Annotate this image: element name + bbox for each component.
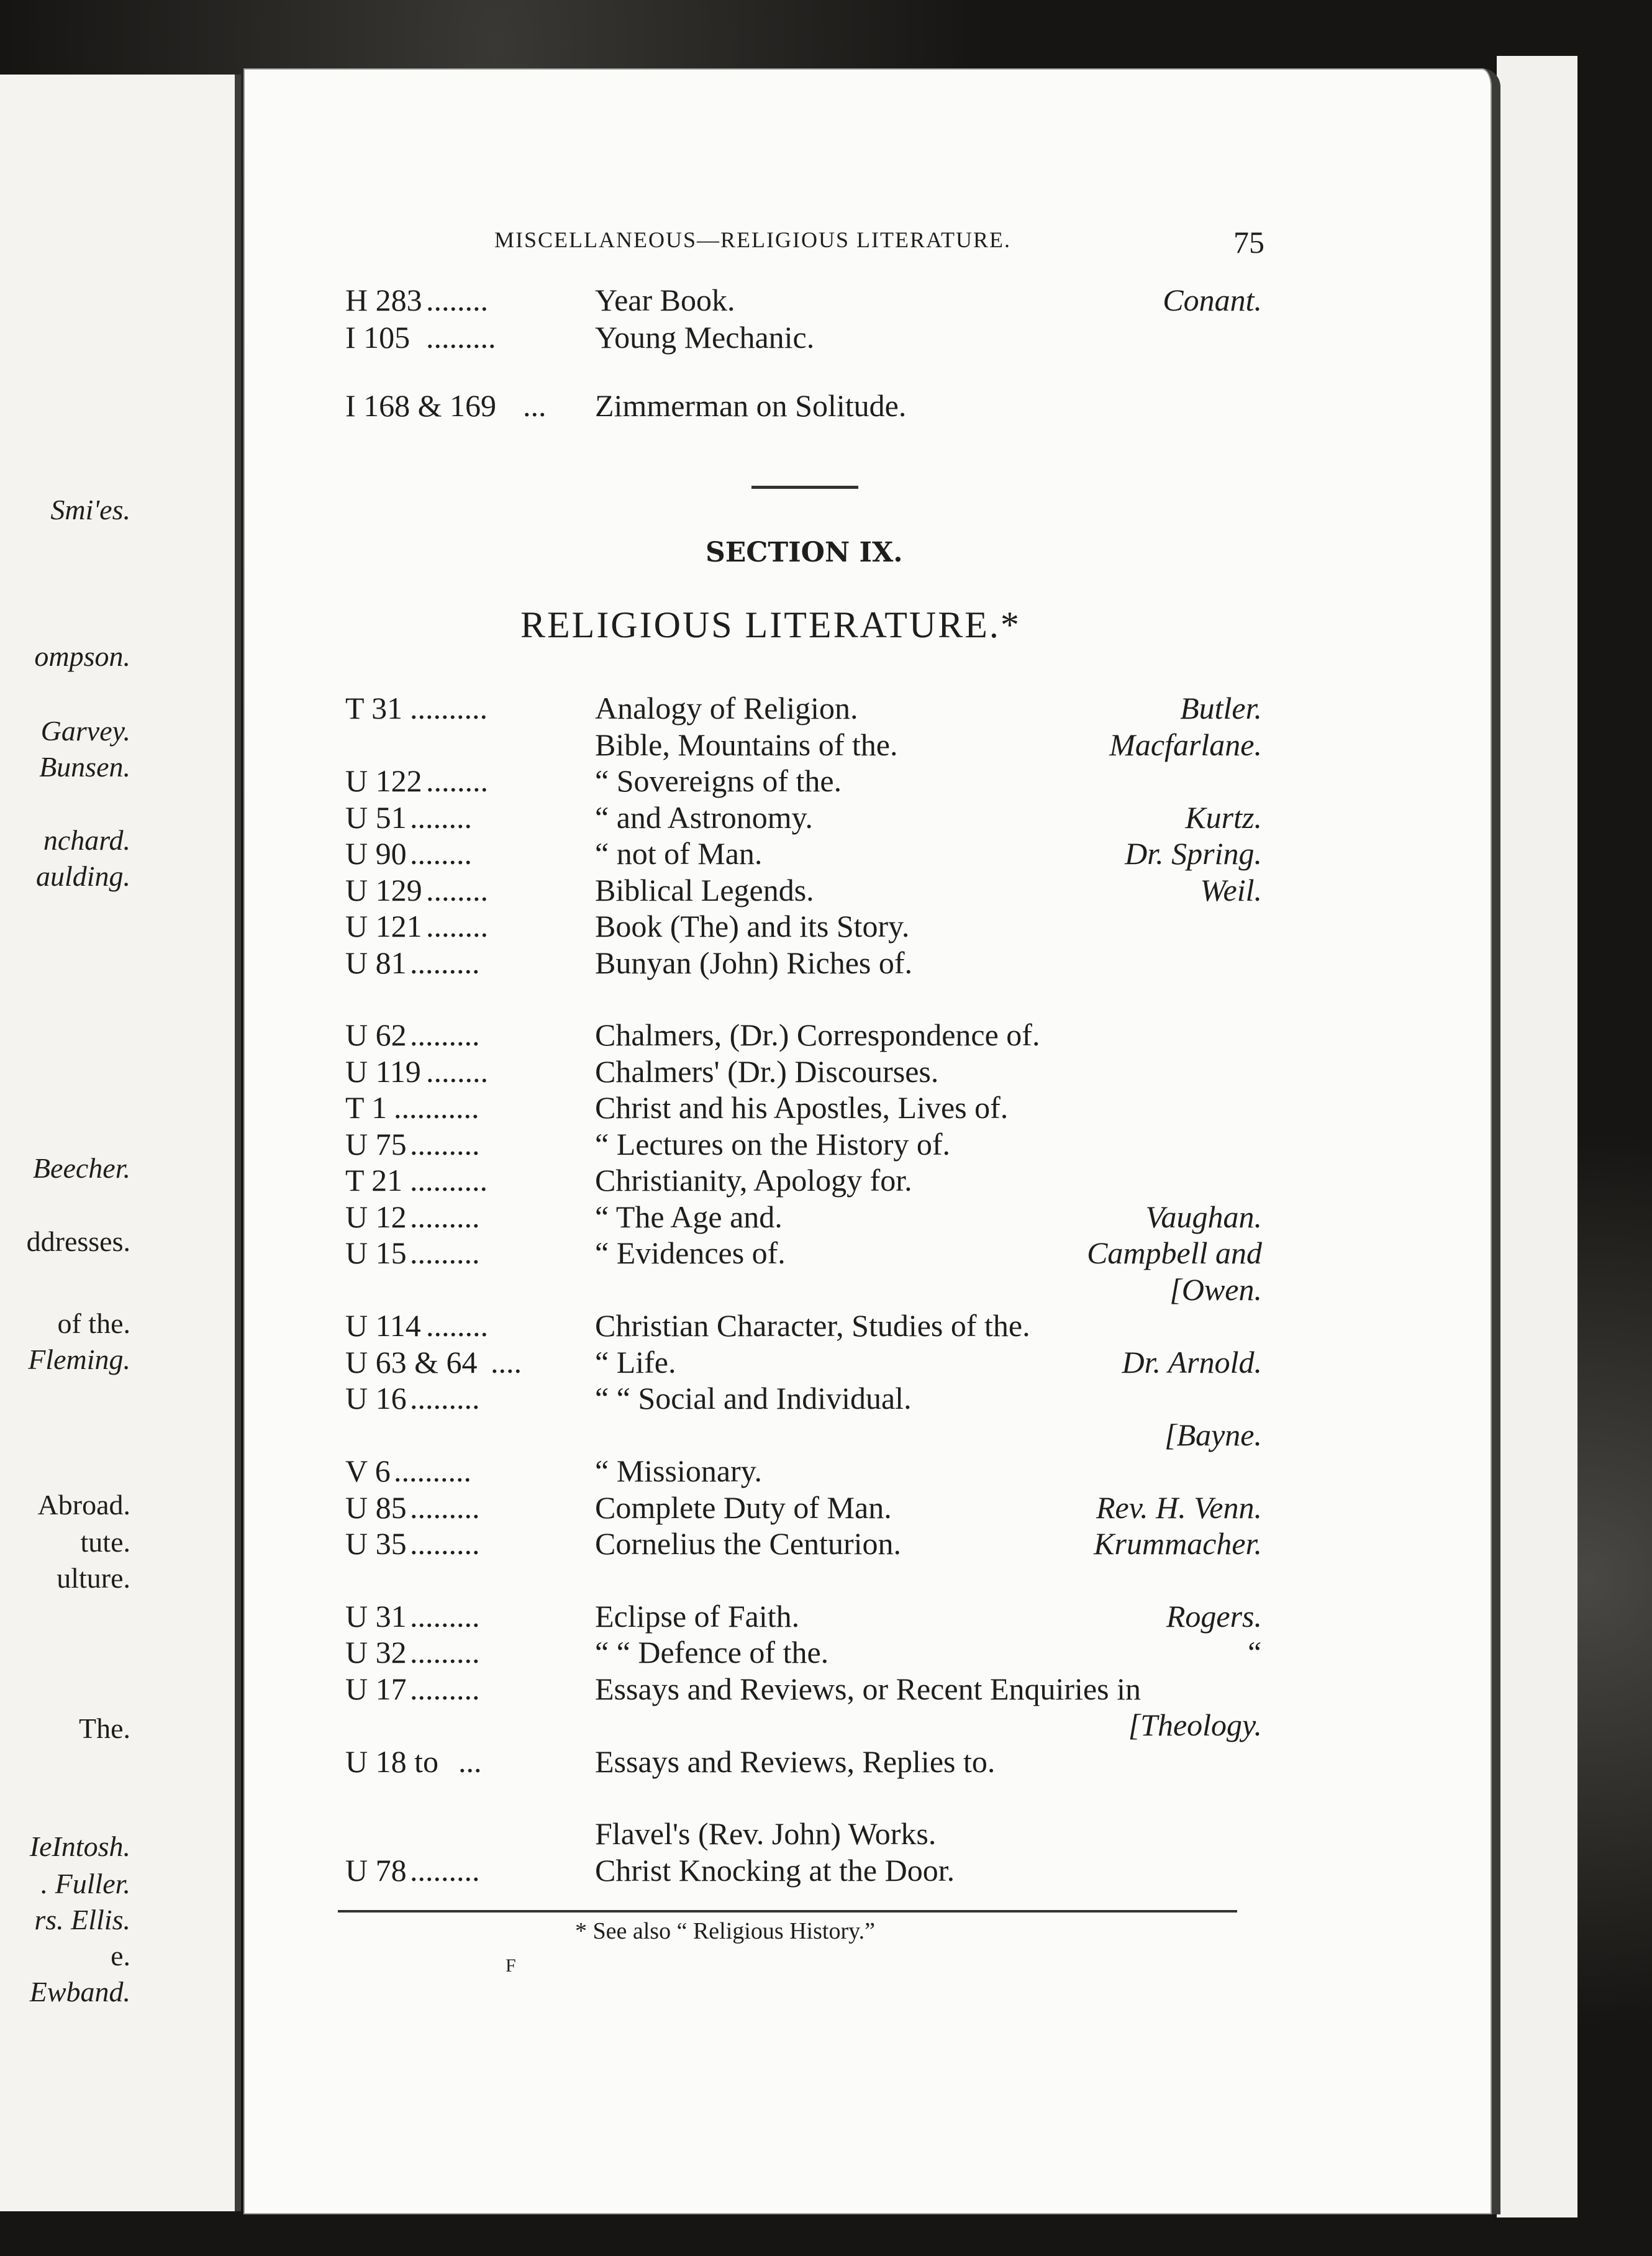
entry-reference: H 283 (345, 283, 422, 317)
entry-leader: ......... (410, 1381, 480, 1416)
entry-title: “ “ Social and Individual. (595, 1381, 912, 1416)
entry-author: “ (1245, 1635, 1262, 1670)
entry-title: Essays and Reviews, or Recent Enquiries in (595, 1671, 1141, 1706)
entry-author: Vaughan. (1145, 1199, 1262, 1234)
entry-reference: U 75 (345, 1126, 407, 1162)
entry-author: [Bayne. (1164, 1417, 1262, 1452)
entry-title: Biblical Legends. (595, 872, 814, 907)
left-fragment: ompson. (34, 640, 130, 672)
entry-author: [Theology. (1128, 1708, 1262, 1742)
left-fragment: nchard. (43, 824, 130, 856)
left-fragment: Abroad. (37, 1489, 130, 1521)
entry-reference: U 51 (345, 799, 407, 835)
entry-author: Rogers. (1166, 1598, 1262, 1634)
entry-reference: U 63 & 64 (345, 1344, 478, 1380)
entry-reference: U 122 (345, 763, 422, 798)
left-fragment: Bunsen. (39, 751, 130, 783)
left-fragment: The. (78, 1712, 130, 1744)
entry-title: “ Missionary. (595, 1453, 762, 1488)
entry-leader: .......... (394, 1453, 471, 1488)
left-fragment: ulture. (57, 1562, 130, 1594)
entry-leader: ........ (426, 283, 488, 317)
entry-author: Krummacher. (1094, 1526, 1262, 1561)
entry-reference: U 81 (345, 945, 407, 980)
entry-leader: ........ (426, 872, 488, 907)
entry-reference: U 78 (345, 1852, 407, 1888)
entry-title: Essays and Reviews, Replies to. (595, 1744, 996, 1779)
entry-reference: U 15 (345, 1235, 407, 1270)
left-fragment: Smi'es. (50, 494, 130, 525)
page-edge-strip (1497, 56, 1577, 2217)
entry-leader: ......... (410, 1199, 480, 1234)
entry-title: Chalmers' (Dr.) Discourses. (595, 1053, 939, 1089)
entry-leader: .... (491, 1344, 522, 1380)
entry-reference: V 6 (345, 1453, 391, 1488)
entry-leader: ........ (426, 1308, 488, 1343)
entry-title: Bunyan (John) Riches of. (595, 945, 913, 980)
entry-title: Christian Character, Studies of the. (595, 1308, 1030, 1343)
signature-mark: F (506, 1955, 516, 1976)
entry-leader: ......... (410, 945, 480, 980)
entry-reference: U 17 (345, 1671, 407, 1706)
entry-title: Analogy of Religion. (595, 691, 858, 725)
entry-author: Kurtz. (1185, 799, 1262, 835)
entry-title: Christ and his Apostles, Lives of. (595, 1090, 1009, 1125)
left-fragment: aulding. (35, 860, 130, 892)
entry-reference: U 32 (345, 1635, 407, 1670)
left-fragment: Beecher. (32, 1152, 130, 1184)
entry-leader: ......... (410, 1017, 480, 1052)
entry-reference: U 62 (345, 1017, 407, 1052)
entry-leader: ........ (410, 799, 472, 835)
entry-leader: ......... (410, 1598, 480, 1634)
left-fragment: Ewband. (29, 1976, 130, 2008)
entry-leader: ........ (426, 763, 488, 798)
entry-leader: ......... (410, 1852, 480, 1888)
left-fragment: Garvey. (40, 715, 130, 747)
left-fragment: IeIntosh. (29, 1831, 130, 1862)
entry-leader: ......... (410, 1526, 480, 1561)
left-fragment: Fleming. (28, 1344, 130, 1375)
section-number: SECTION IX. (706, 537, 903, 568)
entry-title: Year Book. (595, 283, 735, 317)
section-title: RELIGIOUS LITERATURE.* (520, 604, 1021, 645)
entry-author: Weil. (1200, 872, 1262, 907)
entry-author: [Owen. (1169, 1271, 1262, 1307)
entry-leader: ........ (426, 909, 488, 944)
left-fragment: of the. (57, 1308, 130, 1339)
entry-title: Flavel's (Rev. John) Works. (595, 1816, 937, 1851)
entry-reference: U 85 (345, 1490, 407, 1525)
entry-leader: ......... (410, 1635, 480, 1670)
entry-leader: ... (523, 388, 547, 423)
entry-title: Chalmers, (Dr.) Correspondence of. (595, 1017, 1040, 1052)
entry-author: Dr. Arnold. (1122, 1344, 1262, 1380)
entry-title: Zimmerman on Solitude. (595, 388, 907, 423)
entry-author: Macfarlane. (1109, 727, 1262, 762)
entry-reference: T 1 (345, 1090, 388, 1125)
left-fragment: . Fuller. (40, 1868, 130, 1899)
entry-title: Book (The) and its Story. (595, 909, 910, 944)
entry-title: “ The Age and. (595, 1199, 783, 1234)
entry-reference: U 129 (345, 872, 422, 907)
entry-leader: ......... (410, 1235, 480, 1270)
entry-leader: .......... (410, 1163, 488, 1198)
entry-reference: U 16 (345, 1381, 407, 1416)
entry-title: “ Life. (595, 1344, 676, 1380)
entry-reference: U 119 (345, 1053, 421, 1089)
entry-leader: ......... (410, 1126, 480, 1162)
page-number: 75 (1233, 225, 1264, 260)
entry-leader: ......... (426, 320, 496, 355)
entry-title: “ and Astronomy. (595, 799, 813, 835)
section-divider-rule (751, 486, 858, 489)
entry-title: “ Sovereigns of the. (595, 763, 842, 798)
entry-title: Young Mechanic. (595, 320, 815, 355)
entry-reference: I 105 (345, 320, 411, 355)
entry-author: Conant. (1163, 283, 1262, 317)
entry-leader: ... (458, 1744, 482, 1779)
entry-title: “ Lectures on the History of. (595, 1126, 951, 1162)
left-fragment: rs. Ellis. (34, 1904, 130, 1935)
entry-title: Christ Knocking at the Door. (595, 1852, 955, 1888)
entry-author: Rev. H. Venn. (1096, 1490, 1262, 1525)
running-header-title: MISCELLANEOUS—RELIGIOUS LITERATURE. (494, 227, 1011, 252)
entry-leader: ........ (426, 1053, 488, 1089)
entry-title: Cornelius the Centurion. (595, 1526, 901, 1561)
entry-reference: I 168 & 169 (345, 388, 497, 423)
entry-reference: U 114 (345, 1308, 421, 1343)
footnote: * See also “ Religious History.” (575, 1918, 876, 1944)
entry-author: Campbell and (1087, 1235, 1262, 1270)
entry-reference: U 35 (345, 1526, 407, 1561)
entry-title: “ not of Man. (595, 836, 763, 871)
entry-leader: ........ (410, 836, 472, 871)
entry-leader: ......... (410, 1671, 480, 1706)
entry-reference: U 121 (345, 909, 422, 944)
entry-title: “ Evidences of. (595, 1235, 786, 1270)
entry-reference: T 21 (345, 1163, 403, 1198)
left-page-edge (0, 75, 241, 2211)
left-fragment: e. (111, 1940, 130, 1972)
footnote-rule (338, 1910, 1237, 1913)
entry-title: Eclipse of Faith. (595, 1598, 800, 1634)
left-fragment: ddresses. (26, 1226, 130, 1257)
entry-reference: U 12 (345, 1199, 407, 1234)
left-fragment: tute. (80, 1526, 130, 1558)
entry-title: Complete Duty of Man. (595, 1490, 892, 1525)
entry-reference: U 18 to (345, 1744, 438, 1779)
entry-leader: ......... (410, 1490, 480, 1525)
entry-reference: U 31 (345, 1598, 407, 1634)
entry-reference: T 31 (345, 691, 403, 725)
entry-author: Dr. Spring. (1125, 836, 1262, 871)
entry-author: Butler. (1180, 691, 1262, 725)
entry-title: “ “ Defence of the. (595, 1635, 829, 1670)
entry-leader: ........... (394, 1090, 479, 1125)
entry-title: Bible, Mountains of the. (595, 727, 898, 762)
entry-reference: U 90 (345, 836, 407, 871)
entry-title: Christianity, Apology for. (595, 1163, 912, 1198)
entry-leader: .......... (410, 691, 488, 725)
